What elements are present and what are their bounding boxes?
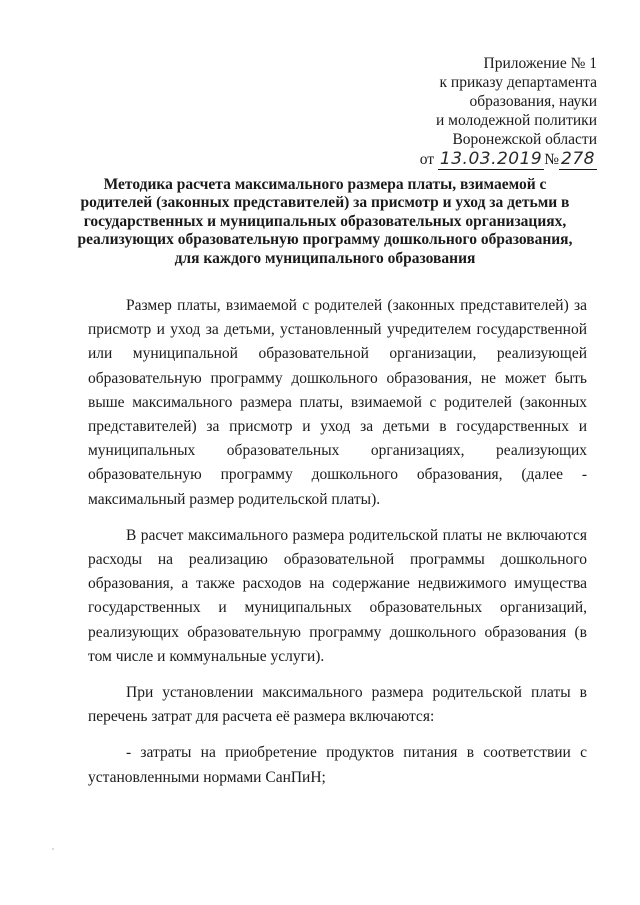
document-title: Методика расчета максимального размера платы, взимаемой с родителей (законных представителей) за присмотр и уход за детьми в государственных и муниципальных образовательных организациях, реализующих образовательную программу дошкольного образования, для каждого муниципального образования	[77, 176, 573, 267]
order-number-label: №	[544, 151, 560, 168]
document-body	[88, 294, 587, 802]
paragraph: - затраты на приобретение продуктов питания в соответствии с установленными нормами СанПиН;	[88, 744, 587, 786]
appendix-department-line: образования, науки	[469, 93, 597, 110]
appendix-header	[420, 54, 597, 169]
paragraph: В расчет максимального размера родительской платы не включаются расходы на реализацию образовательной программы дошкольного образования, а также расходов на содержание недвижимого имущества государственных и муниципальных образовательных организаций, реализующих образовательную программу дошкольного образования (в том числе и коммунальные услуги).	[88, 526, 587, 665]
order-number-handwritten: 278	[561, 149, 595, 169]
appendix-number: Приложение № 1	[483, 55, 597, 72]
order-date-number-line	[420, 150, 597, 169]
order-prefix: от	[419, 151, 435, 168]
order-date-handwritten: 13.03.2019	[439, 149, 543, 169]
appendix-region: Воронежской области	[452, 131, 597, 148]
appendix-department-line: и молодежной политики	[435, 112, 597, 129]
scan-speck	[52, 848, 54, 850]
paragraph: При установлении максимального размера родительской платы в перечень затрат для расчета её размера включаются:	[88, 684, 587, 726]
appendix-order-reference: к приказу департамента	[439, 74, 597, 91]
paragraph: Размер платы, взимаемой с родителей (законных представителей) за присмотр и уход за детьми, установленный учредителем государственной или муниципальной образовательной организации, реализующей образовательную программу дошкольного образования, не может быть выше максимального размера платы, взимаемой с родителей (законных представителей) за присмотр и уход за детьми в государственных и муниципальных образовательных организациях, реализующих образовательную программу дошкольного образования, (далее - максимальный размер родительской платы).	[88, 297, 587, 508]
